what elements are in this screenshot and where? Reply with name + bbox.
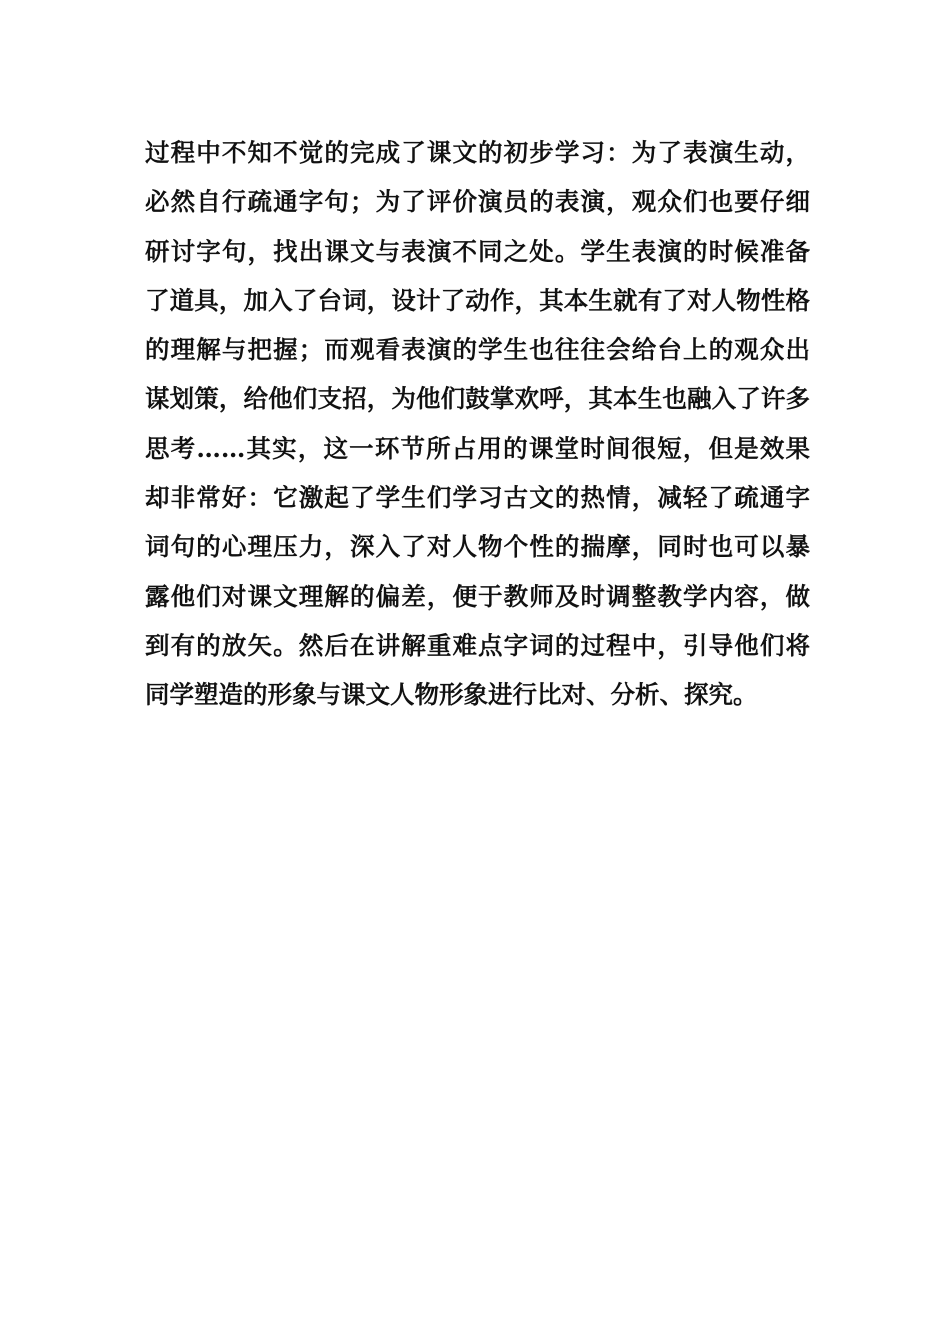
paragraph-line-11: 到有的放矢。然后在讲解重难点字词的过程中，引导他们将 <box>145 630 810 660</box>
paragraph-line-9: 词句的心理压力，深入了对人物个性的揣摩，同时也可以暴 <box>145 532 810 562</box>
paragraph-line-10: 露他们对课文理解的偏差，便于教师及时调整教学内容，做 <box>145 581 810 611</box>
paragraph-line-3: 研讨字句，找出课文与表演不同之处。学生表演的时候准备 <box>145 236 810 266</box>
paragraph-line-5: 的理解与把握；而观看表演的学生也往往会给台上的观众出 <box>145 335 810 365</box>
paragraph-line-7: 思考……其实，这一环节所占用的课堂时间很短，但是效果 <box>145 433 810 463</box>
paragraph-line-6: 谋划策，给他们支招，为他们鼓掌欢呼，其本生也融入了许多 <box>145 384 810 414</box>
body-paragraph <box>145 128 810 720</box>
paragraph-line-12: 同学塑造的形象与课文人物形象进行比对、分析、探究。 <box>145 680 758 710</box>
paragraph-line-4: 了道具，加入了台词，设计了动作，其本生就有了对人物性格 <box>145 285 810 315</box>
paragraph-line-8: 却非常好：它激起了学生们学习古文的热情，减轻了疏通字 <box>145 483 810 513</box>
paragraph-line-1: 过程中不知不觉的完成了课文的初步学习：为了表演生动， <box>145 138 810 167</box>
paragraph-line-2: 必然自行疏通字句；为了评价演员的表演，观众们也要仔细 <box>145 187 810 217</box>
